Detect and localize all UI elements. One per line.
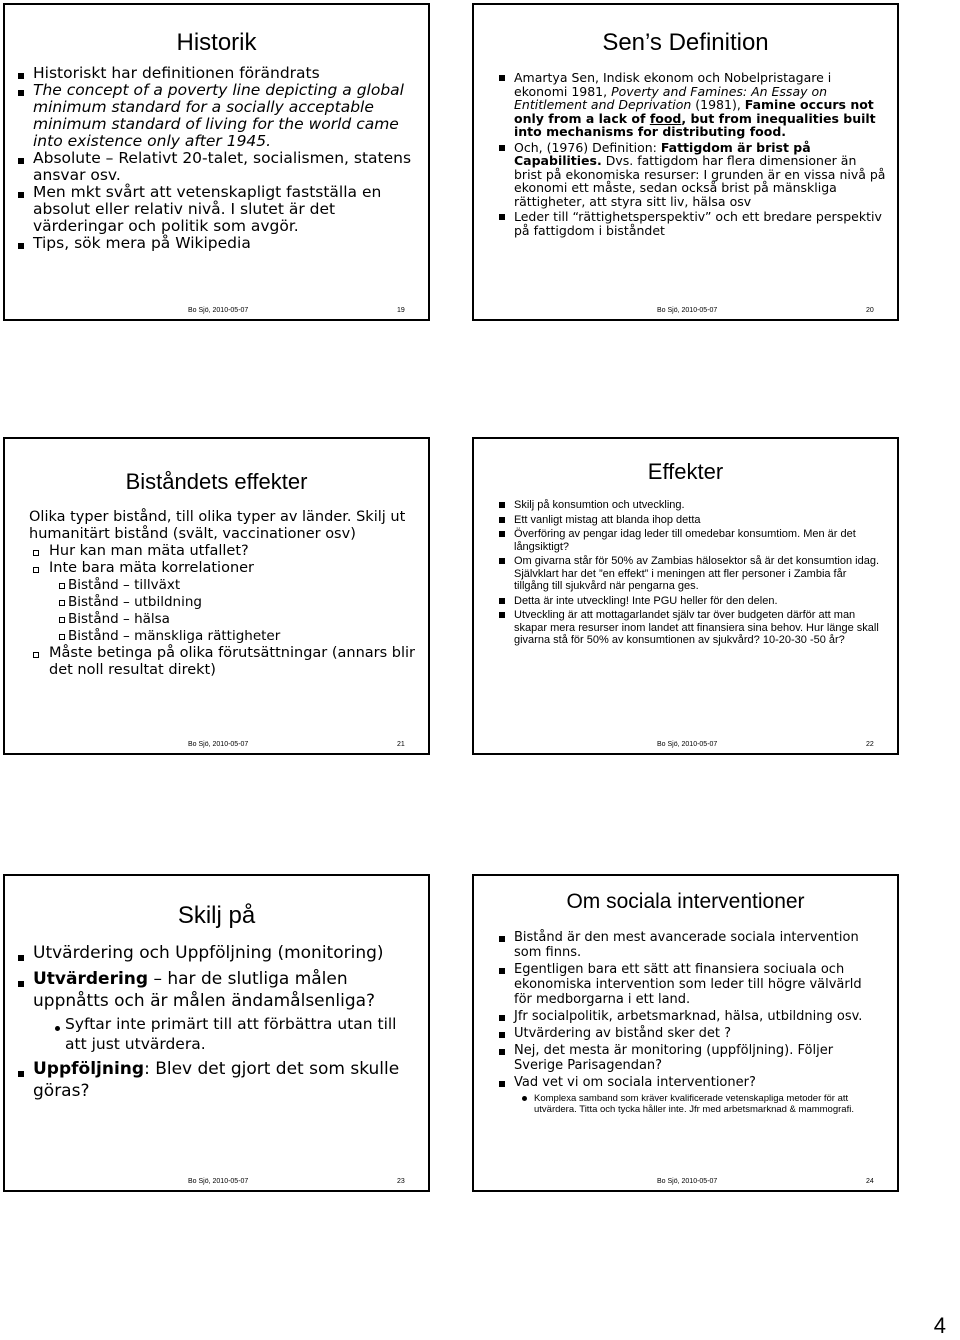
bullet-item: Utvärdering – har de slutliga målen uppnåtts och är målen ändamålsenliga? bbox=[5, 968, 412, 1012]
intro-text: Olika typer bistånd, till olika typer av länder. Skilj ut humanitärt bistånd (svält, vaccinationer osv) bbox=[29, 509, 406, 542]
sub-list bbox=[29, 577, 418, 645]
square-bullet-icon bbox=[499, 1081, 505, 1087]
bullet-item: Bistånd är den mest avancerade sociala intervention som finns. bbox=[486, 930, 881, 960]
square-bullet-icon bbox=[499, 517, 505, 523]
square-bullet-icon bbox=[499, 502, 505, 508]
sub-item: Bistånd – utbildning bbox=[59, 594, 418, 611]
slide-title: Skilj på bbox=[177, 902, 256, 929]
hollow-square-bullet-icon bbox=[59, 600, 65, 606]
slide-number: 19 bbox=[397, 307, 405, 314]
slide-number: 23 bbox=[397, 1178, 405, 1185]
slide-20 bbox=[472, 3, 899, 321]
square-bullet-icon bbox=[18, 243, 24, 249]
sub-bullet-item: Syftar inte primärt till att förbättra utan till att just utvärdera. bbox=[5, 1014, 412, 1054]
square-bullet-icon bbox=[18, 90, 24, 96]
square-bullet-icon bbox=[499, 598, 505, 604]
bullet-item: Ett vanligt mistag att blanda ihop detta bbox=[486, 514, 883, 527]
slide-number: 24 bbox=[866, 1178, 874, 1185]
bullet-item: Hur kan man mäta utfallet? bbox=[29, 543, 418, 560]
footer-author: Bo Sjö, 2010-05-07 bbox=[657, 741, 718, 748]
hollow-square-bullet-icon bbox=[33, 550, 39, 556]
square-bullet-icon bbox=[499, 531, 505, 537]
footer-author: Bo Sjö, 2010-05-07 bbox=[188, 1178, 249, 1185]
square-bullet-icon bbox=[18, 1071, 24, 1077]
square-bullet-icon bbox=[499, 1015, 505, 1021]
bullet-list bbox=[29, 543, 418, 577]
slide-title: Historik bbox=[176, 29, 257, 56]
slide-body bbox=[29, 509, 418, 679]
sub-item: Bistånd – hälsa bbox=[59, 611, 418, 628]
square-bullet-icon bbox=[499, 214, 505, 220]
bullet-item: Och, (1976) Definition: Fattigdom är brist på Capabilities. Dvs. fattigdom har flera dimensioner än brist på ekonomiska resurser: I grunden är en vissa nivå på ekonomi ett måste, sedan också brist på mänskliga rättigheter, att styra sitt liv, hälsa osv bbox=[486, 141, 887, 209]
page-number: 4 bbox=[933, 1313, 946, 1338]
hollow-square-bullet-icon bbox=[33, 652, 39, 658]
bullet-item: The concept of a poverty line depicting a global minimum standard for a socially acceptable minimum standard of living for the world came into existence only after 1945. bbox=[5, 82, 420, 150]
bullet-item: Inte bara mäta korrelationer bbox=[29, 560, 418, 577]
footer-author: Bo Sjö, 2010-05-07 bbox=[657, 307, 718, 314]
bullet-list bbox=[486, 930, 881, 1115]
square-bullet-icon bbox=[499, 145, 505, 151]
footer-author: Bo Sjö, 2010-05-07 bbox=[188, 307, 249, 314]
footer-author: Bo Sjö, 2010-05-07 bbox=[657, 1178, 718, 1185]
square-bullet-icon bbox=[18, 955, 24, 961]
round-bullet-icon bbox=[55, 1026, 60, 1031]
bullet-item: Överföring av pengar idag leder till omedebar konsumtiom. Men är det långsiktigt? bbox=[486, 528, 883, 553]
bullet-item: Jfr socialpolitik, arbetsmarknad, hälsa, utbildning osv. bbox=[486, 1009, 881, 1024]
square-bullet-icon bbox=[499, 1049, 505, 1055]
square-bullet-icon bbox=[499, 75, 505, 81]
bullet-item: Leder till “rättighetsperspektiv” och ett bredare perspektiv på fattigdom i biståndet bbox=[486, 210, 887, 237]
bullet-list bbox=[486, 71, 887, 237]
slide-title: Sen’s Definition bbox=[602, 29, 769, 56]
slide-number: 21 bbox=[397, 741, 405, 748]
hollow-square-bullet-icon bbox=[59, 634, 65, 640]
bullet-item: Utvärdering av bistånd sker det ? bbox=[486, 1026, 881, 1041]
square-bullet-icon bbox=[499, 612, 505, 618]
square-bullet-icon bbox=[18, 158, 24, 164]
slide-number: 20 bbox=[866, 307, 874, 314]
footer-author: Bo Sjö, 2010-05-07 bbox=[188, 741, 249, 748]
bullet-item: Skilj på konsumtion och utveckling. bbox=[486, 499, 883, 512]
slide-title: Effekter bbox=[647, 459, 724, 484]
bullet-item: Uppföljning: Blev det gjort det som skulle göras? bbox=[5, 1058, 412, 1102]
square-bullet-icon bbox=[18, 192, 24, 198]
slide-number: 22 bbox=[866, 741, 874, 748]
square-bullet-icon bbox=[499, 1032, 505, 1038]
hollow-square-bullet-icon bbox=[59, 583, 65, 589]
bullet-item: Detta är inte utveckling! Inte PGU heller för den delen. bbox=[486, 595, 883, 608]
square-bullet-icon bbox=[499, 936, 505, 942]
bullet-list bbox=[29, 645, 418, 679]
bullet-item: Men mkt svårt att vetenskapligt fastställa en absolut eller relativ nivå. I slutet är det värderingar och politik som avgör. bbox=[5, 184, 420, 235]
bullet-item: Tips, sök mera på Wikipedia bbox=[5, 235, 420, 252]
bullet-item: Utvärdering och Uppföljning (monitoring) bbox=[5, 942, 412, 964]
square-bullet-icon bbox=[18, 981, 24, 987]
bullet-item: Absolute – Relativt 20-talet, socialismen, statens ansvar osv. bbox=[5, 150, 420, 184]
bullet-item: Historiskt har definitionen förändrats bbox=[5, 65, 420, 82]
hollow-square-bullet-icon bbox=[33, 567, 39, 573]
bullet-item: Utveckling är att mottagarlandet själv tar över budgeten därför att man skapar mera resurser inom landet att finansiera sina behov. Hur länge skall givarna stå för 50% av konsumtionen av sjukvård? 10-20-30 -50 år? bbox=[486, 609, 883, 647]
square-bullet-icon bbox=[18, 73, 24, 79]
bullet-item: Nej, det mesta är monitoring (uppföljning). Följer Sverige Parisagendan? bbox=[486, 1043, 881, 1073]
slide-title: Biståndets effekter bbox=[125, 469, 308, 494]
sub-item: Bistånd – tillväxt bbox=[59, 577, 418, 594]
bullet-item: Vad vet vi om sociala interventioner? bbox=[486, 1075, 881, 1090]
round-bullet-icon bbox=[522, 1096, 527, 1101]
hollow-square-bullet-icon bbox=[59, 617, 65, 623]
bullet-list bbox=[5, 942, 412, 1102]
bullet-list bbox=[486, 499, 883, 647]
slide-19 bbox=[3, 3, 430, 321]
bullet-list bbox=[5, 65, 420, 252]
slide-24 bbox=[472, 874, 899, 1192]
slide-23 bbox=[3, 874, 430, 1192]
bullet-item: Måste betinga på olika förutsättningar (annars blir det noll resultat direkt) bbox=[29, 645, 418, 679]
slide-title: Om sociala interventioner bbox=[566, 890, 805, 913]
slide-21 bbox=[3, 437, 430, 755]
square-bullet-icon bbox=[499, 558, 505, 564]
bullet-item: Egentligen bara ett sätt att finansiera sociuala och ekonomiska intervention som leder till högre välvärld för medborgarna i ett land. bbox=[486, 962, 881, 1007]
bullet-item: Amartya Sen, Indisk ekonom och Nobelpristagare i ekonomi 1981, Poverty and Famines: An Essay on Entitlement and Deprivation (1981), Famine occurs not only from a lack of food, but from inequalities built into mechanisms for distributing food. bbox=[486, 71, 887, 139]
slide-22 bbox=[472, 437, 899, 755]
sub-bullet-item: Komplexa samband som kräver kvalificerade vetenskapliga metoder för att utvärdera. Titta och tycka håller inte. Jfr med arbetsmarknad & mammografi. bbox=[486, 1093, 881, 1115]
square-bullet-icon bbox=[499, 968, 505, 974]
bullet-item: Om givarna står för 50% av Zambias hälosektor så är det konsumtion idag. Självklart har det ”en effekt” i meningen att fler personer i Zambia får tillgång till sjukvård när pengarna ges. bbox=[486, 555, 883, 593]
sub-item: Bistånd – mänskliga rättigheter bbox=[59, 628, 418, 645]
